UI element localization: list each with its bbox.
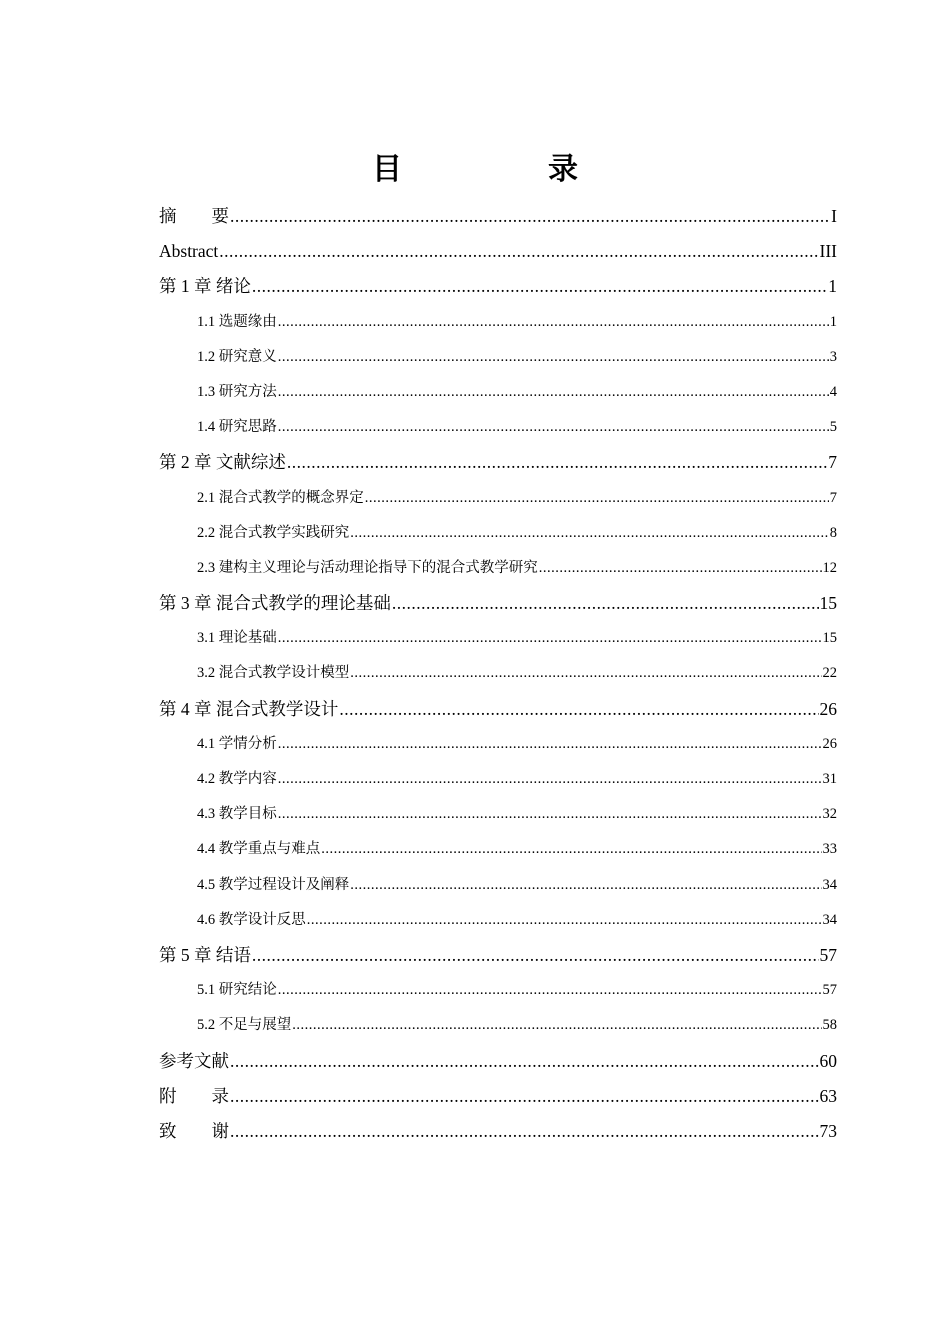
toc-dot-leader bbox=[350, 868, 821, 903]
toc-entry-label: 第 1 章 绪论 bbox=[159, 276, 251, 297]
toc-entry-level1[interactable] bbox=[159, 1044, 837, 1079]
toc-page-number: I bbox=[831, 206, 837, 226]
toc-entry-level2[interactable] bbox=[159, 832, 837, 867]
toc-entry-level1[interactable] bbox=[159, 586, 837, 621]
toc-dot-leader bbox=[292, 1008, 821, 1043]
toc-entry-level2[interactable] bbox=[159, 481, 837, 516]
toc-page-number: 60 bbox=[819, 1050, 837, 1071]
toc-dot-leader bbox=[278, 621, 822, 656]
toc-entry-label: 3.1 理论基础 bbox=[197, 630, 277, 647]
toc-entry-level2[interactable] bbox=[159, 727, 837, 762]
toc-entry-label: 第 4 章 混合式教学设计 bbox=[159, 698, 339, 719]
toc-entry-level2[interactable] bbox=[159, 621, 837, 656]
toc-dot-leader bbox=[339, 692, 818, 727]
toc-entry-level2[interactable] bbox=[159, 410, 837, 445]
toc-dot-leader bbox=[278, 727, 822, 762]
toc-entry-level2[interactable] bbox=[159, 551, 837, 586]
toc-entry-label: 1.2 研究意义 bbox=[197, 348, 277, 365]
toc-page-number: 32 bbox=[822, 806, 837, 823]
toc-entry-label: 第 5 章 结语 bbox=[159, 944, 251, 965]
toc-entry-label: 参考文献 bbox=[159, 1050, 229, 1071]
toc-entry-label: 1.1 选题缘由 bbox=[197, 313, 277, 330]
toc-dot-leader bbox=[230, 199, 830, 234]
toc-entry-level2[interactable] bbox=[159, 340, 837, 375]
toc-entry-label: 2.2 混合式教学实践研究 bbox=[197, 524, 350, 541]
toc-entry-level2[interactable] bbox=[159, 797, 837, 832]
toc-dot-leader bbox=[252, 269, 827, 304]
toc-dot-leader bbox=[278, 305, 829, 340]
toc-entry-label: 2.1 混合式教学的概念界定 bbox=[197, 489, 364, 506]
toc-page-number: 57 bbox=[822, 982, 837, 999]
toc-dot-leader bbox=[278, 762, 822, 797]
toc-entry-level1[interactable] bbox=[159, 1079, 837, 1114]
toc-entry-label: 4.4 教学重点与难点 bbox=[197, 841, 321, 858]
toc-dot-leader bbox=[230, 1044, 819, 1079]
toc-dot-leader bbox=[230, 1114, 819, 1149]
toc-entry-label: 1.4 研究思路 bbox=[197, 419, 277, 436]
toc-page-number: 31 bbox=[822, 771, 837, 787]
toc-entry-label: 3.2 混合式教学设计模型 bbox=[197, 665, 350, 682]
toc-dot-leader bbox=[230, 1079, 819, 1114]
toc-entry-label: 2.3 建构主义理论与活动理论指导下的混合式教学研究 bbox=[197, 559, 538, 576]
toc-entry-label: 第 2 章 文献综述 bbox=[159, 452, 286, 473]
toc-page-number: 58 bbox=[822, 1017, 837, 1034]
toc-dot-leader bbox=[539, 551, 822, 586]
toc-dot-leader bbox=[278, 973, 822, 1008]
toc-page-number: 4 bbox=[829, 383, 837, 400]
toc-entry-label: 4.6 教学设计反思 bbox=[197, 911, 306, 928]
toc-entry-level2[interactable] bbox=[159, 868, 837, 903]
toc-page-number: III bbox=[819, 241, 837, 262]
toc-entry-level1[interactable] bbox=[159, 692, 837, 727]
toc-entry-level2[interactable] bbox=[159, 973, 837, 1008]
toc-entry-label: 5.2 不足与展望 bbox=[197, 1017, 292, 1034]
toc-entry-level2[interactable] bbox=[159, 903, 837, 938]
toc-entry-label: 摘 要 bbox=[159, 206, 229, 226]
toc-dot-leader bbox=[252, 938, 819, 973]
toc-page-number: 33 bbox=[822, 841, 837, 858]
toc-entry-label: 4.1 学情分析 bbox=[197, 735, 277, 752]
toc-entry-label: 附 录 bbox=[159, 1085, 229, 1106]
toc-entry-level2[interactable] bbox=[159, 305, 837, 340]
toc-page-number: 26 bbox=[822, 735, 837, 752]
toc-entry-level1[interactable] bbox=[159, 234, 837, 269]
toc-entry-level2[interactable] bbox=[159, 656, 837, 691]
toc-entry-label: 第 3 章 混合式教学的理论基础 bbox=[159, 593, 391, 614]
toc-entry-level2[interactable] bbox=[159, 762, 837, 797]
table-of-contents bbox=[159, 199, 837, 1149]
toc-page-number: 63 bbox=[819, 1085, 837, 1106]
toc-entry-label: 5.1 研究结论 bbox=[197, 982, 277, 999]
toc-dot-leader bbox=[278, 375, 829, 410]
toc-dot-leader bbox=[350, 516, 829, 551]
toc-page-number: 1 bbox=[829, 313, 837, 330]
toc-entry-level1[interactable] bbox=[159, 938, 837, 973]
toc-dot-leader bbox=[307, 903, 822, 938]
toc-entry-level2[interactable] bbox=[159, 516, 837, 551]
toc-entry-level2[interactable] bbox=[159, 375, 837, 410]
toc-page-number: 57 bbox=[819, 944, 837, 965]
toc-page-number: 12 bbox=[822, 559, 837, 576]
toc-dot-leader bbox=[287, 445, 827, 480]
toc-page-number: 3 bbox=[829, 348, 837, 365]
toc-entry-label: 致 谢 bbox=[159, 1120, 229, 1141]
toc-page-number: 7 bbox=[828, 452, 837, 473]
toc-page-number: 26 bbox=[819, 698, 837, 719]
toc-page-number: 34 bbox=[822, 876, 837, 893]
toc-dot-leader bbox=[278, 410, 829, 445]
toc-entry-level1[interactable] bbox=[159, 199, 837, 234]
toc-dot-leader bbox=[321, 832, 821, 867]
toc-entry-level1[interactable] bbox=[159, 1114, 837, 1149]
toc-entry-label: 4.3 教学目标 bbox=[197, 806, 277, 823]
toc-entry-level2[interactable] bbox=[159, 1008, 837, 1043]
toc-page-number: 34 bbox=[822, 911, 837, 928]
toc-page-number: 15 bbox=[822, 630, 837, 647]
toc-dot-leader bbox=[350, 656, 821, 691]
toc-dot-leader bbox=[278, 340, 829, 375]
toc-page-number: 15 bbox=[819, 593, 837, 614]
toc-page-number: 5 bbox=[829, 419, 837, 436]
toc-page-number: 73 bbox=[819, 1120, 837, 1141]
toc-page-number: 8 bbox=[829, 524, 837, 541]
toc-entry-label: Abstract bbox=[159, 241, 219, 262]
toc-dot-leader bbox=[219, 234, 818, 269]
toc-dot-leader bbox=[392, 586, 819, 621]
toc-entry-level1[interactable] bbox=[159, 269, 837, 304]
toc-page-number: 1 bbox=[828, 276, 837, 297]
toc-dot-leader bbox=[278, 797, 822, 832]
toc-entry-label: 4.5 教学过程设计及阐释 bbox=[197, 876, 350, 893]
toc-entry-label: 1.3 研究方法 bbox=[197, 383, 277, 400]
toc-page-number: 7 bbox=[829, 489, 837, 506]
toc-page-number: 22 bbox=[822, 665, 837, 682]
toc-dot-leader bbox=[365, 481, 829, 516]
toc-entry-level1[interactable] bbox=[159, 445, 837, 480]
page-title: 目 录 bbox=[372, 152, 636, 187]
toc-entry-label: 4.2 教学内容 bbox=[197, 771, 277, 787]
